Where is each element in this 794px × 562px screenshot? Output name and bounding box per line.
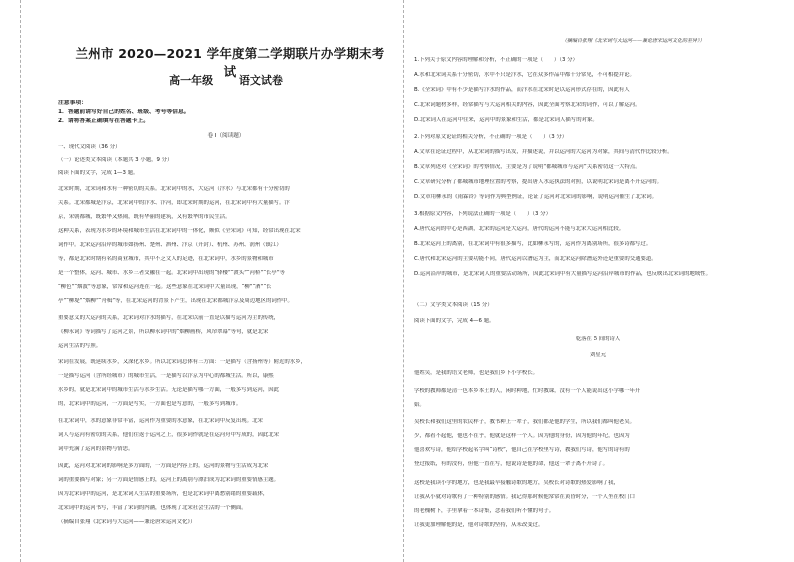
notice-title: 注意事项： [58, 100, 87, 106]
reading-intro: 阅读下面的文字，完成 1—3 题。 [58, 170, 139, 176]
passage-line: 因此，运河对北宋词的影响是多方面的，一方面是内容上的，运河的景物与生活成为北宋 [58, 463, 269, 469]
story-line: 他姓吴，是我的语文老师，也是我们乡下小学校长。 [414, 370, 538, 376]
volume-label: 卷 I（阅读题） [207, 133, 245, 139]
question-3-option-b: B.北宋运河上的离别，在北宋词中有很多描写，比如柳永写的，运河作为离别场所，很多诗都写过。 [414, 241, 652, 247]
passage-line: 一是描写运河（含所经城市）的城市生活，一是描写以汴京为中心的都城生活。所以，康熙 [58, 373, 274, 379]
right-column [412, 0, 784, 562]
story-line: 始。 [414, 402, 425, 408]
story-line: 让我从小就对诗歌有了一种特别的感情。我记得那时候他常常在黄昏时分，一个人坐在校门口 [414, 494, 636, 500]
subject-label: 语文试卷 [238, 74, 283, 87]
exam-subtitle [56, 72, 396, 88]
story-line: 登过报纸，有的没有，但他一直在写，他说诗是他的命，他这一辈子离不开诗了。 [414, 461, 609, 467]
source-note: （摘编自张翔《北宋词与大运河——兼论唐宋运河文化的差异》） [562, 38, 705, 44]
section-1-1-heading: （一）论述类文本阅读（本题共 3 小题，9 分） [58, 157, 173, 163]
passage-line: 运河生活的写照。 [58, 343, 102, 349]
question-2-option-a: A.文章在论证过程中，从北宋词的描写出发，并描述说，并以运河的大运河为对象，其间与清代作比较分析。 [414, 149, 673, 155]
passage-line: 词作中。北宋运河沿岸的城市如扬州、楚州、泗州、汴京（开封）、杭州、苏州、润州（镇江） [58, 242, 282, 248]
question-3-option-c: C.唐代和北宋运河的主要功能不同，唐代运河以漕运为主，而北宋运河除漕运外还是重要的交通要道。 [414, 256, 657, 262]
question-2: 2.下列对原文论证的相关分析，不正确的一项是（ ）（3 分） [414, 134, 568, 140]
binding-line-mid [403, 0, 404, 562]
question-2-option-b: B.文章列述对《全宋词》的考察情况，主要是为了说明“都城城市与运河”关系密切这一大特点。 [414, 164, 641, 170]
question-1-option-a: A.水和北宋词关系十分密切，水中不只是汴水，它在众多作品中都十分常见，不可相提并论。 [414, 72, 635, 78]
passage-line: 等，都是北宋时期有名的商业城市，其中不乏文人的足迹，在北宋词中，水乡的景物和城市 [58, 256, 274, 262]
passage-line: 是一个整体，运河、城市、水乡三者交融在一起。北宋词中出现的“驿楼”“渡头”“河桥”“长亭”等 [58, 270, 285, 276]
section-1-heading: 一、现代文阅读（36 分） [58, 144, 121, 150]
passage-line: 词中充满了运河的景物与情思。 [58, 446, 134, 452]
left-column [56, 0, 396, 562]
passage-line: 这种关系，表现为水乡的环境和城市生活在北宋词中的一体化，颇似《全宋词》可知，经常出现在北宋 [58, 228, 301, 234]
exam-title: 兰州市 2020—2021 学年度第二学期联片办学期末考试 [75, 46, 385, 79]
passage-line: 在北宋词中，水的意象非常丰富，运河作为重要的水意象，在北宋词中反复出现。北宋 [58, 418, 263, 424]
story-line: 他喜欢写诗，他给学校起名字叫“诗校”，他自己在学校里写诗，教我们写诗，他写的诗有的 [414, 447, 630, 453]
notice-item-2: 2．请将答案正确填写在答题卡上。 [58, 118, 149, 124]
question-1: 1.下列关于原文内容的理解和分析，不正确的一项是（ ）（3 分） [414, 57, 578, 63]
binding-line-left [20, 0, 21, 562]
story-line: 学校的教师都是清一色本乡本土的人，闲时种地，忙时教课，没有一个人能说出这小学哪一年开 [414, 388, 641, 394]
story-line: 这校是我读小学的地方，也是我最早接触诗歌的地方，吴校长对诗歌的热爱影响了我， [414, 480, 619, 486]
passage-line: 词的重要描写对象；另一方面是情感上的，运河上的离别与漂泊成为北宋词的重要情感主题。 [58, 477, 280, 483]
passage-line: 重要意义的大运河的关系，北宋词对汴水的描写，在北宋以前一直是以描写运河为主的传统， [58, 315, 280, 321]
passage-line: 关系。北宋都城是汴京，北宋词中的汴水、汴河，即北宋时期的运河，在北宋词中有大量描写。汴 [58, 200, 290, 206]
passage-line: （摘编自张翔《北宋词与大运河——兼论唐宋运河文化》） [58, 519, 196, 525]
story-line: 的老槐树下，手里拿着一本诗集，念着我们听不懂的句子。 [414, 508, 555, 514]
story-author: 刘星元 [589, 352, 607, 358]
section-2-intro: 阅读下面的文字，完成 4—6 题。 [414, 318, 495, 324]
story-line: 吴校长和我们这里的农民样子，教书种上一辈子，我们都是他的学生，所以我们都叫他老吴。 [414, 419, 636, 425]
passage-line: 《柳永词》等词描写了运河之景，所以柳永词中的“烟柳画桥，风帘翠幕”等句，就是北宋 [58, 329, 269, 335]
notice-item-1: 1．答题前请写好自己的姓名、班级、考号等信息。 [58, 109, 190, 115]
passage-line: 的，北宋词中的运河，一方面是写实，一方面也是写意的，一般多写到城市。 [58, 401, 242, 407]
passage-line: 水乡的，就是北宋词中的城市生活与水乡生活。无论是描写哪一方面，一般多写到运河，因此 [58, 387, 280, 393]
section-2-heading: （二）文学类文本阅读（15 分） [414, 302, 493, 308]
story-title: 乾落在 5 间的诗人 [575, 336, 621, 342]
question-1-option-c: C.北宋词题材多样，经常描写与大运河相关的内容，因此全面考察北宋的词作，可以了解运河。 [414, 102, 641, 108]
passage-line: 词人与运河有密切的关系，他们往返于运河之上，很多词作就是在运河舟中写成的，因此北宋 [58, 432, 280, 438]
passage-line: 北宋时期，北宋词和水有一种密切的关系。北宋词中的水，大运河（汴水）与北宋都有十分密切的 [58, 186, 290, 192]
question-3-option-d: D.运河沿岸的城市，是北宋词人的重要活动场所，因此北宋词中有大量描写运河沿岸城市的作品，也反映出北宋词的地域性。 [414, 271, 711, 277]
grade-label: 高一年级 [169, 74, 214, 87]
passage-line: 北宋词中的运河书写，丰富了宋词的内涵，也体现了北宋社会生活的一个侧面。 [58, 505, 247, 511]
question-2-option-d: D.文章用柳永的《雨霖铃》等词作为典型例证，论证了运河对北宋词的影响，说明运河催生了北宋词。 [414, 194, 658, 200]
story-line: 少，都看不起他，他也不在乎，他就是这样一个人。因为他的身份，因为他的年纪，也因为 [414, 433, 630, 439]
passage-line: 宋词在发展，既延续水乡，又深化水乡。所以北宋词总体有三方面：一是描写（含扬州等）附近的水乡， [58, 359, 306, 365]
passage-line: 因为北宋词中的运河，是北宋词人生活的重要场所，也是北宋词中离愁别绪的重要载体， [58, 491, 269, 497]
story-line: 让我更加理解他的是，他对诗歌的坚持，从未改变过。 [414, 522, 544, 528]
passage-line: 京，宋朝都城，既繁华又热闹，既有华丽的建筑，又有繁华的市民生活。 [58, 214, 231, 220]
passage-line: 亭”“柳堤”“烟柳”“舟楫”等，在北宋运河的背景下产生，出现在北宋都城汴京及周边地区的词作中。 [58, 298, 293, 304]
question-3-option-a: A.唐代运河的中心是西湖，北宋的运河是大运河，唐代的运河不能与北宋大运河相比较。 [414, 226, 625, 232]
passage-line: “柳色”“烟波”等意象，常常和运河连在一起。这些意象在北宋词中大量出现，“柳”“酒”“长 [58, 284, 272, 290]
question-1-option-b: B.《全宋词》中有不少是描写汴水的作品，而汴水在北宋时是以运河形式存在的，因此有人 [414, 87, 630, 93]
question-2-option-c: C.文章研究分析了都城城市地理位置的考察，提出唐人水运执法的对照，以说明北宋词是离不开运河的。 [414, 179, 663, 185]
question-1-option-d: D.北宋词人在运河中往来，运河中的景象和生活，都是北宋词人描写的对象。 [414, 117, 598, 123]
question-3: 3.根据原文内容，下列说法正确的一项是（ ）（3 分） [414, 211, 551, 217]
